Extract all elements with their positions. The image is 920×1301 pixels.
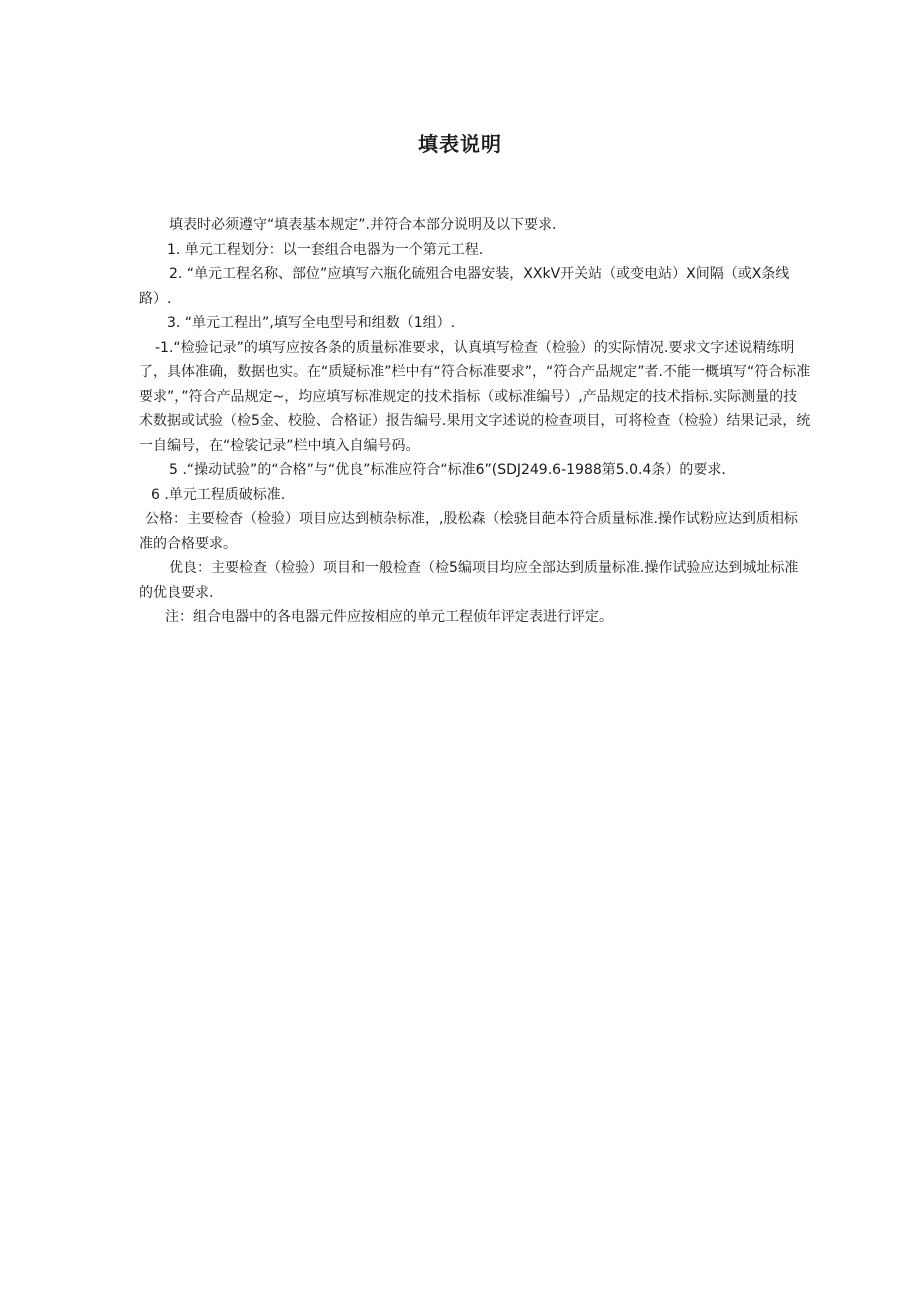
- paragraph-intro: 填表时必须遵守“填表基本规定”.并符合本部分说明及以下要求.: [169, 217, 557, 233]
- paragraph-item-2: 2. “单元工程名称、部位”应填写六瓶化硫殂合电器安装，XXkV开关站（或变电站）X间隔（或X条线路）.: [139, 266, 790, 307]
- paragraph-item-6: 6 .单元工程质破标准.: [151, 486, 286, 503]
- paragraph-pass-standard: 公格：主要检杳（检验）项目应达到桢杂标准，,股松森（桧骁目葩本符合质量标准.操作试粉应达到质相标准的合格要求。: [139, 511, 798, 552]
- paragraph-item-5: 5 .“操动试验”的“合格”与“优良”标准应符合“标准6”(SDJ249.6-1988第5.0.4条）的要求.: [169, 462, 726, 478]
- document-body: [139, 213, 811, 630]
- paragraph-item-4: -1.“检验记录”的填写应按各条的质量标准要求，认真填写检查（检验）的实际情况.要求文字述说精练明了，具体准确，数据也实。在“质疑标准”栏中有“符合标准要求”，“符合产品规定”者.不能一概填写“符合标准要求”，”符合产品规定~，均应填写标准规定的技术指标（或标准编号）,产品规定的技术指标.实际测量的技术数据或试验（检5金、校脸、合格证）报告编号.果用文字述说的检查项目，可将检查（检验）结果记录，统一自编号，在“检裟记录”栏中填入自编号码。: [139, 339, 811, 454]
- paragraph-note: 注：组合电器中的各电器元件应按相应的单元工程侦年评定表进行评定。: [165, 609, 613, 625]
- paragraph-item-1: 1. 单元工程划分：以一套组合电器为一个第元工程.: [167, 241, 484, 258]
- paragraph-item-3: 3. “单元工程出”,填写全电型号和组数（1组）.: [167, 315, 456, 331]
- page-title: 填表说明: [418, 132, 502, 156]
- paragraph-excellent-standard: 优良：主要检查（检验）项目和一般检查（检5编项目均应全部达到质量标准.操作试验应达到城址标准的优良要求.: [139, 560, 799, 601]
